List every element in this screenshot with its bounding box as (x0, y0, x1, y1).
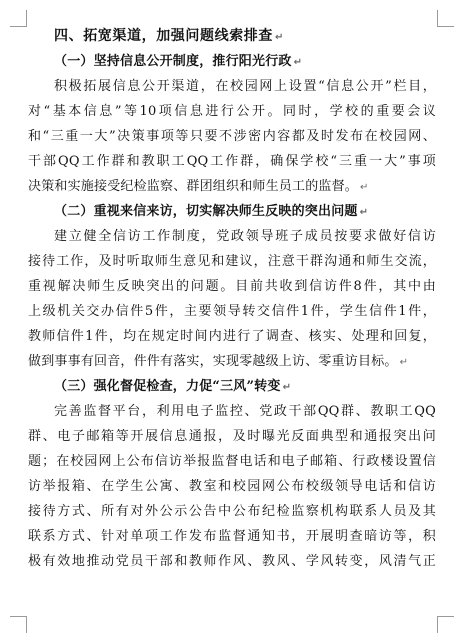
paragraph-mark-icon: ↵ (293, 57, 303, 68)
section-heading: 四、拓宽渠道，加强问题线索排查 ↵ (54, 28, 284, 44)
paragraph-2-line: 建立健全信访工作制度，党政领导班子成员按要求做好信访 (54, 229, 436, 244)
paragraph-mark-icon: ↵ (360, 182, 369, 193)
crop-mark-bottom-right (437, 616, 454, 633)
paragraph-3-line: 完善监督平台，利用电子监控、党政干部QQ群、教职工QQ (54, 404, 436, 419)
paragraph-2-line: 做到事事有回音，件件有落实，实现零越级上访、零重访目标。 ↵ (28, 354, 409, 369)
subsection-title-1: （一）坚持信息公开制度，推行阳光行政 ↵ (54, 54, 303, 69)
paragraph-1-line: 决策和实施接受纪检监察、群团组织和师生员工的监督。 ↵ (28, 179, 369, 194)
paragraph-2-line: 上级机关交办信件5件，主要领导转交信件1件，学生信件1件， (28, 304, 436, 319)
paragraph-3-line: 接待方式、所有对外公示公告中公布纪检监察机构联系人员及其 (28, 504, 436, 519)
paragraph-2-line: 接待工作，及时听取师生意见和建议，注意干群沟通和师生交流， (28, 254, 436, 269)
paragraph-3-line: 联系方式、针对单项工作发布监督通知书，开展明查暗访等，积 (28, 529, 436, 544)
paragraph-2-line: 重视解决师生反映突出的问题。目前共收到信访件8件，其中由 (28, 279, 436, 294)
paragraph-1-line: 和“三重一大”决策事项等只要不涉密内容都及时发布在校园网、 (28, 129, 436, 144)
subsection-title-2: （二）重视来信来访，切实解决师生反映的突出问题 ↵ (54, 204, 369, 219)
paragraph-1-line: 对“基本信息”等10项信息进行公开。同时，学校的重要会议 (28, 104, 436, 119)
paragraph-mark-icon: ↵ (282, 382, 292, 393)
paragraph-mark-icon: ↵ (359, 207, 369, 218)
paragraph-3-line: 群、电子邮箱等开展信息通报，及时曝光反面典型和通报突出问 (28, 429, 436, 444)
paragraph-2-line: 教师信件1件，均在规定时间内进行了调查、核实、处理和回复， (28, 329, 436, 344)
document-body[interactable] (28, 24, 436, 624)
subsection-title-3: （三）强化督促检查，力促“三风”转变 ↵ (54, 379, 292, 394)
paragraph-mark-icon: ↵ (399, 357, 409, 368)
paragraph-3-line: 访举报箱、在学生公寓、教室和校园网公布校级领导电话和信访 (28, 479, 436, 494)
paragraph-3-line: 极有效地推动党员干部和教师作风、教风、学风转变，风清气正 (28, 554, 436, 569)
crop-mark-top-left (10, 10, 27, 27)
crop-mark-bottom-left (10, 616, 27, 633)
paragraph-1-line: 干部QQ工作群和教职工QQ工作群，确保学校“三重一大”事项 (28, 154, 436, 169)
crop-mark-top-right (437, 10, 454, 27)
paragraph-mark-icon: ↵ (275, 32, 284, 43)
paragraph-3-line: 题；在校园网上公布信访举报监督电话和电子邮箱、行政楼设置信 (28, 454, 436, 469)
paragraph-1-line: 积极拓展信息公开渠道，在校园网上设置“信息公开”栏目， (54, 79, 436, 94)
